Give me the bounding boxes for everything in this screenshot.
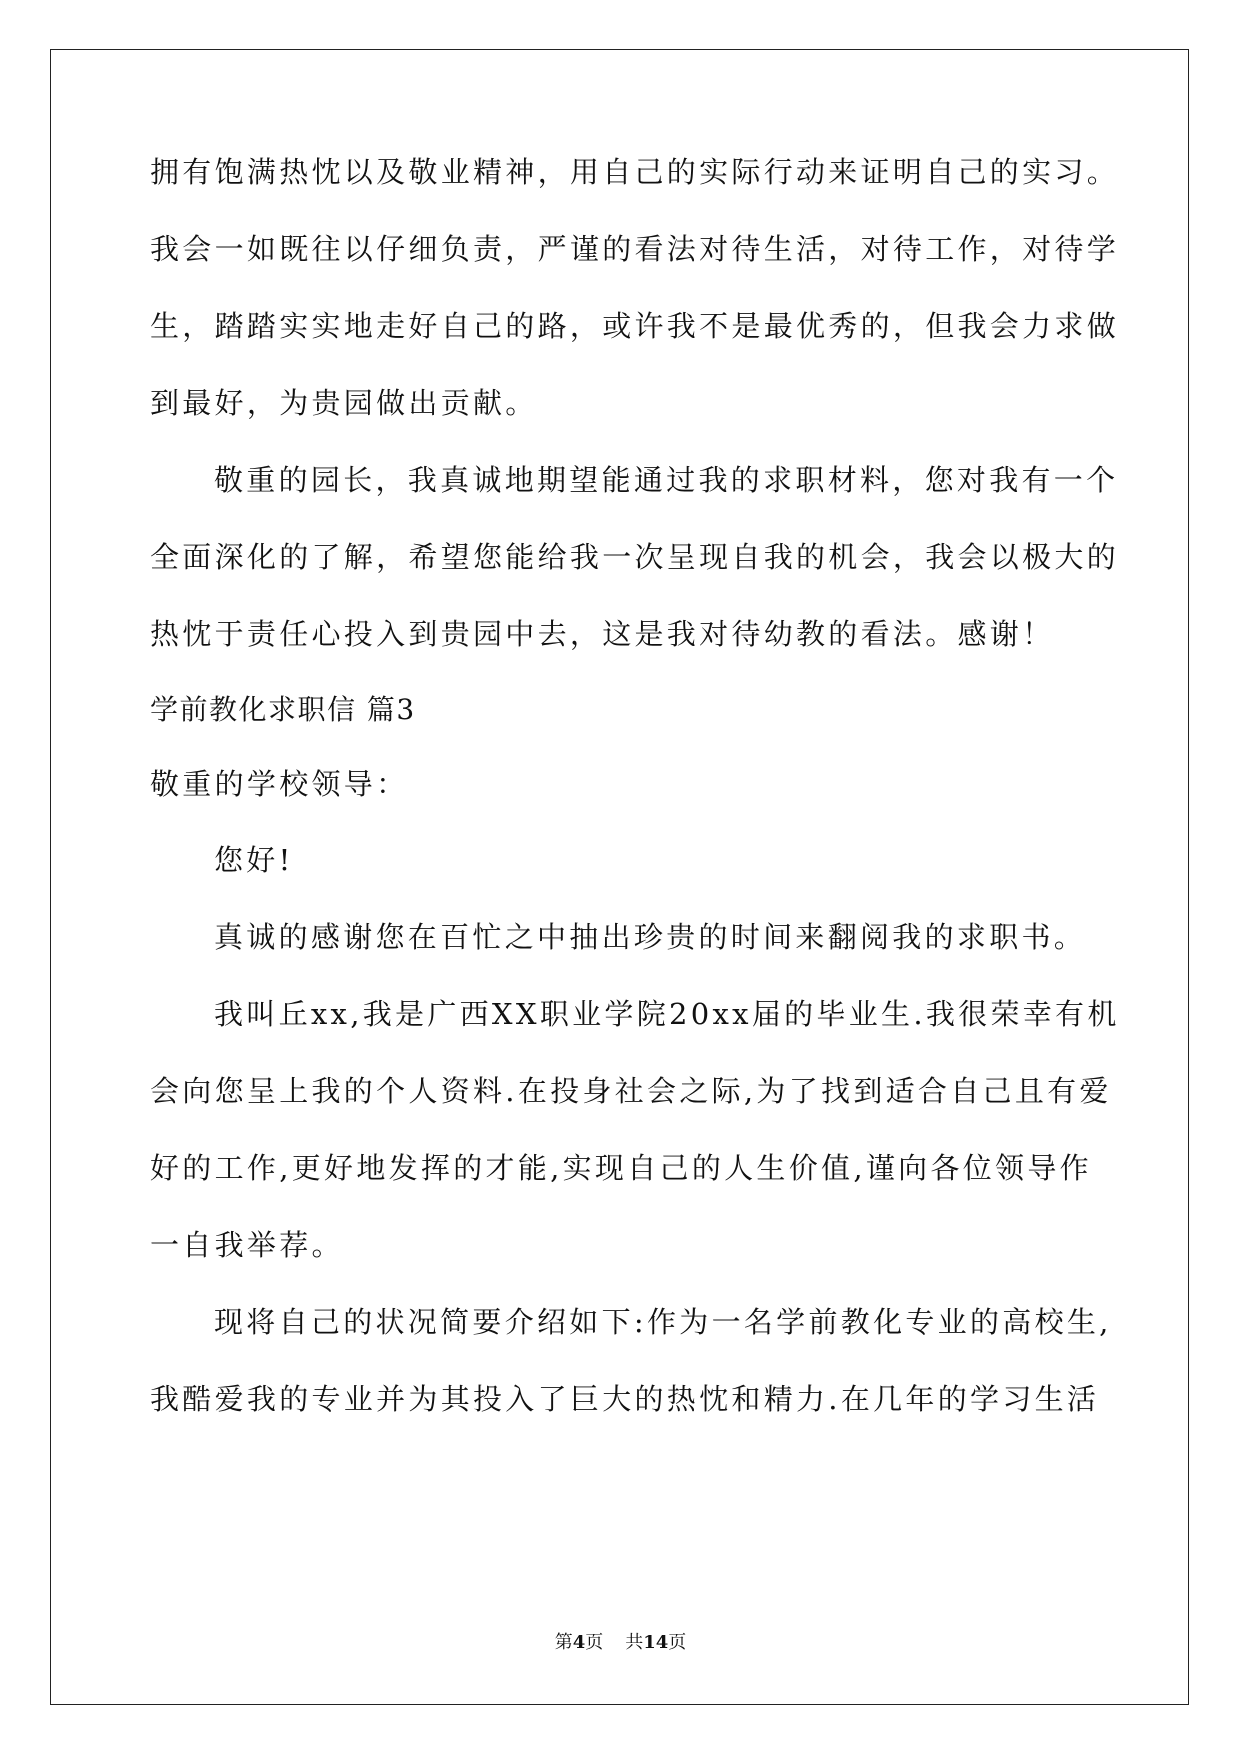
text-line-4: 到最好，为贵园做出贡献。 [150,386,538,420]
text-line-1: 拥有饱满热忱以及敬业精神，用自己的实际行动来证明自己的实习。 [150,155,1120,189]
section-heading: 学前教化求职信 篇3 [150,693,416,726]
text-line-7: 热忱于责任心投入到贵园中去，这是我对待幼教的看法。感谢！ [150,617,1055,651]
text-line-3: 生，踏踏实实地走好自己的路，或许我不是最优秀的，但我会力求做 [150,309,1120,343]
salutation: 敬重的学校领导： [150,767,409,801]
page-suffix: 页 [585,1632,604,1653]
paragraph-start-line-5: 敬重的园长，我真诚地期望能通过我的求职材料，您对我有一个 [214,463,1119,497]
text-line-14: 好的工作,更好地发挥的才能,实现自己的人生价值,谨向各位领导作 [150,1151,1092,1185]
text-line-13: 会向您呈上我的个人资料.在投身社会之际,为了找到适合自己且有爱 [150,1074,1112,1108]
page-prefix: 第 [554,1632,573,1653]
text-line-6: 全面深化的了解，希望您能给我一次呈现自我的机会，我会以极大的 [150,540,1120,574]
text-line-15: 一自我举荐。 [150,1228,344,1262]
paragraph-start-line-12: 我叫丘xx,我是广西XX职业学院20xx届的毕业生.我很荣幸有机 [214,997,1120,1031]
paragraph-start-line-11: 真诚的感谢您在百忙之中抽出珍贵的时间来翻阅我的求职书。 [214,920,1087,954]
paragraph-start-line-16: 现将自己的状况简要介绍如下:作为一名学前教化专业的高校生, [214,1305,1112,1339]
page-footer [0,1628,1241,1654]
total-prefix: 共 [625,1632,644,1653]
total-pages: 14 [643,1632,669,1653]
total-suffix: 页 [668,1632,687,1653]
page-number: 4 [572,1632,586,1653]
text-line-17: 我酷爱我的专业并为其投入了巨大的热忱和精力.在几年的学习生活 [150,1382,1100,1416]
text-line-2: 我会一如既往以仔细负责，严谨的看法对待生活，对待工作，对待学 [150,232,1120,266]
greeting: 您好! [214,843,294,877]
